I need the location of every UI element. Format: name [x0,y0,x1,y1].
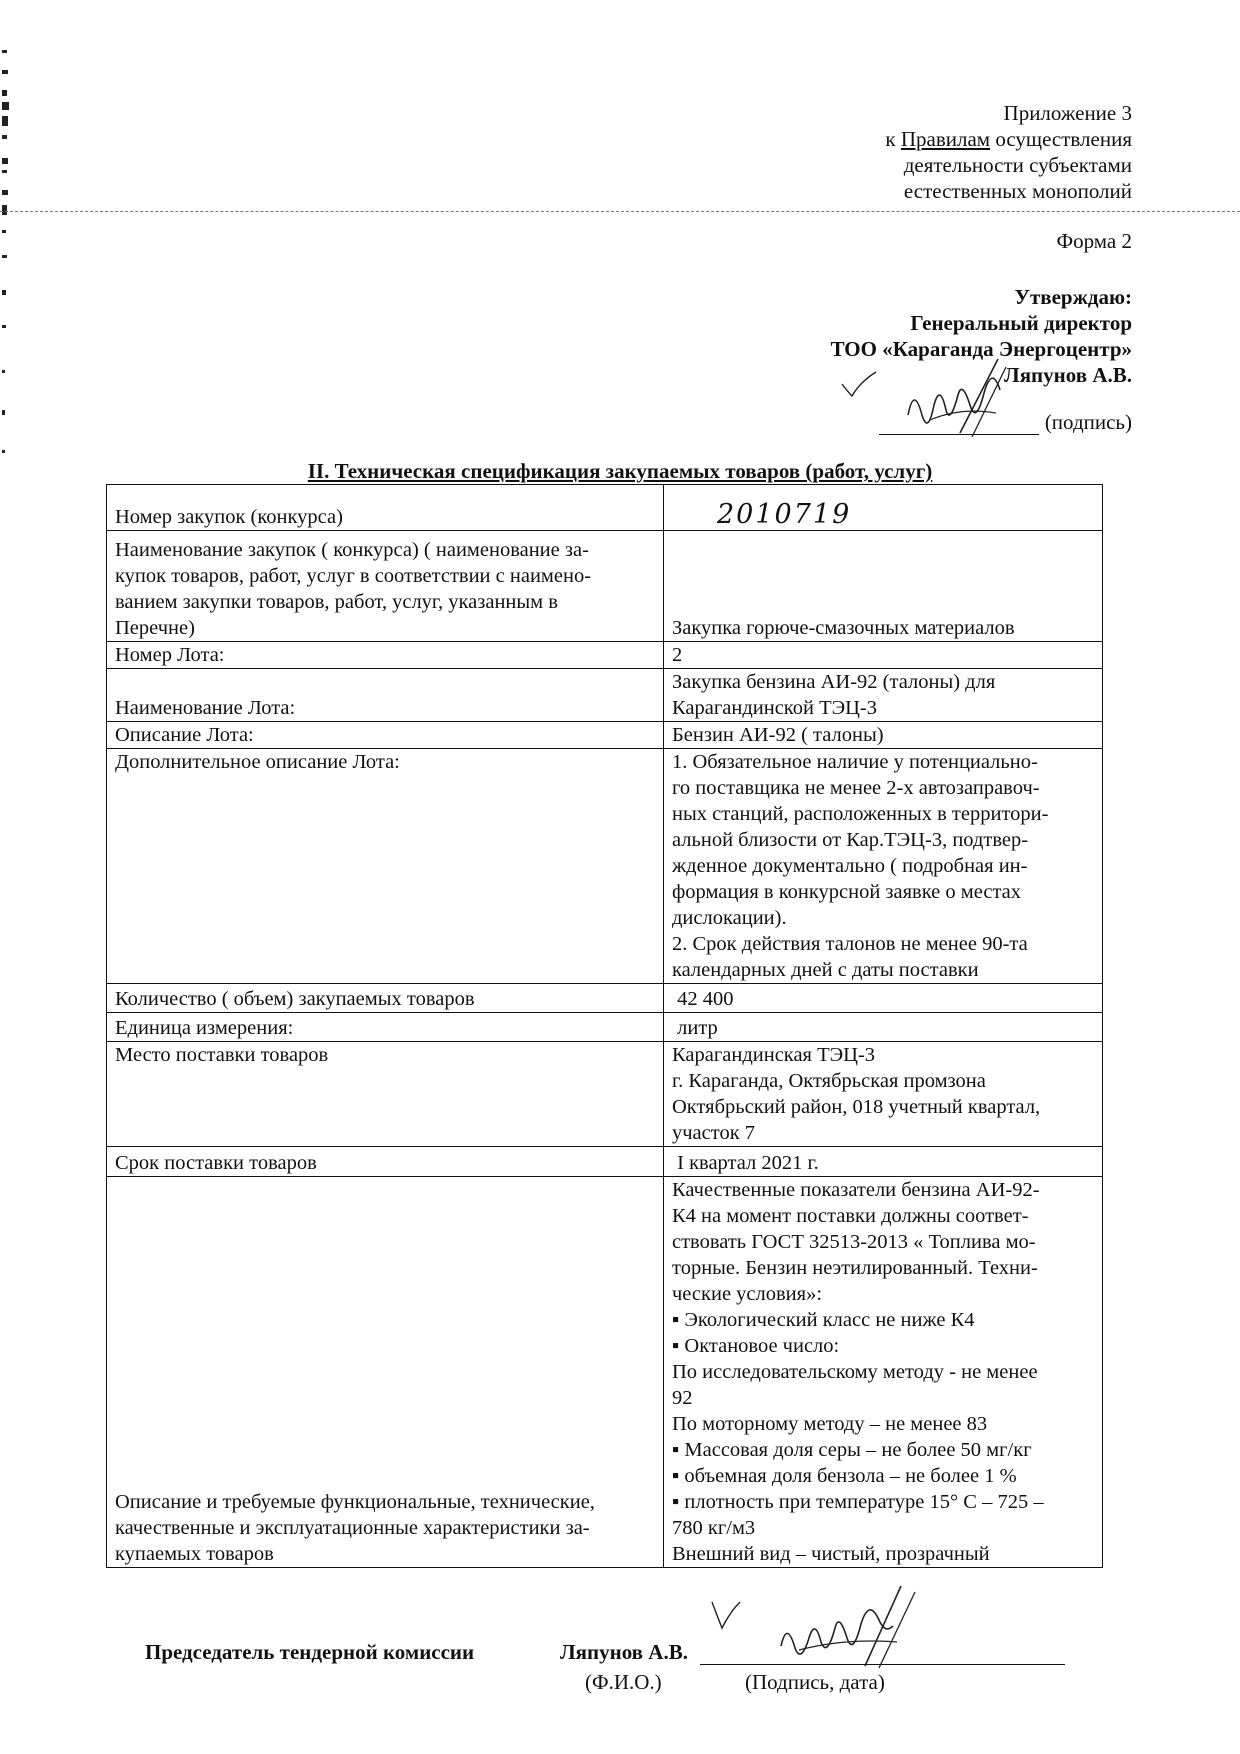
spec-table [106,484,1103,1568]
checkmark-icon [708,1598,744,1634]
table-row [107,669,1103,722]
delivery-place-label: Место поставки товаров [107,1042,664,1147]
value-line: г. Караганда, Октябрьская промзона [672,1070,986,1092]
table-row [107,1147,1103,1177]
extra-description-label: Дополнительное описание Лота: [107,749,664,984]
table-row [107,1042,1103,1147]
value-line: ствовать ГОСТ 32513-2013 « Топлива мо- [672,1231,1036,1253]
table-row [107,984,1103,1013]
appendix-line-4: естественных монополий [903,179,1132,203]
fio-caption: (Ф.И.О.) [585,1670,662,1694]
value-line: По исследовательскому методу - не менее [672,1361,1038,1383]
lot-number-value: 2 [664,642,1103,669]
table-row [107,722,1103,749]
chairman-name: Ляпунов А.В. [560,1640,688,1664]
chairman-signature [775,1580,925,1670]
value-line: участок 7 [672,1122,756,1144]
value-line: Закупка бензина АИ-92 (талоны) для [672,671,996,693]
appendix-line-3: деятельности субъектами [903,153,1132,177]
value-line: 780 кг/м3 [672,1517,756,1539]
value-line: 2. Срок действия талонов не менее 90-та [672,933,1028,955]
value-line: календарных дней с даты поставки [672,959,979,981]
value-line: формация в конкурсной заявке о местах [672,881,1022,903]
label-line: купаемых товаров [115,1543,274,1565]
scan-divider-line [0,211,1240,212]
value-line: ▪ Октановое число: [672,1335,840,1357]
value-line: ▪ Экологический класс не ниже К4 [672,1309,975,1331]
value-line: Карагандинской ТЭЦ-3 [672,697,877,719]
handwritten-number: 2010719 [717,499,852,530]
delivery-place-value [664,1042,1103,1147]
value-line: альной близости от Кар.ТЭЦ-3, подтвер- [672,829,1029,851]
checkmark-icon [840,370,880,400]
delivery-term-value: I квартал 2021 г. [664,1147,1103,1177]
form-label: Форма 2 [1056,229,1132,253]
characteristics-label [107,1177,664,1568]
appendix-header [885,100,1132,204]
quantity-value: 42 400 [664,984,1103,1013]
label-line: Перечне) [115,617,195,639]
table-row [107,485,1103,531]
approval-line-3: ТОО «Караганда Энергоцентр» [830,337,1132,361]
unit-label: Единица измерения: [107,1013,664,1042]
value-line: ческие условия»: [672,1283,823,1305]
value-line: Карагандинская ТЭЦ-3 [672,1044,876,1066]
value-line: торные. Бензин неэтилированный. Техни- [672,1257,1038,1279]
value-line: Октябрьский район, 018 учетный квартал, [672,1096,1041,1118]
scan-margin-marks [0,40,14,480]
value-line: ных станций, расположенных в территори- [672,803,1049,825]
value-line: ▪ плотность при температуре 15° С – 725 – [672,1491,1044,1513]
delivery-term-label: Срок поставки товаров [107,1147,664,1177]
value-line: 92 [672,1387,693,1409]
extra-description-value [664,749,1103,984]
signature-date-caption: (Подпись, дата) [745,1670,885,1694]
table-row [107,1013,1103,1042]
purchase-name-label [107,531,664,642]
rules-link[interactable]: Правилам [900,127,991,151]
approval-line-4: Ляпунов А.В. [1004,363,1132,387]
table-row [107,531,1103,642]
value-line: К4 на момент поставки должны соответ- [672,1205,1029,1227]
lot-description-label: Описание Лота: [107,722,664,749]
value-line: Внешний вид – чистый, прозрачный [672,1543,990,1565]
value-line: ▪ объемная доля бензола – не более 1 % [672,1465,1017,1487]
label-line: купок товаров, работ, услуг в соответствии с наимено- [115,565,592,587]
lot-description-value: Бензин АИ-92 ( талоны) [664,722,1103,749]
label-line: Описание и требуемые функциональные, технические, [115,1491,595,1513]
lot-name-value [664,669,1103,722]
appendix-prefix: к [885,127,896,151]
approval-line-2: Генеральный директор [910,311,1132,335]
appendix-rest: осуществления [995,127,1132,151]
label-line: ванием закупки товаров, работ, услуг, указанным в [115,591,558,613]
value-line: ▪ Массовая доля серы – не более 50 мг/кг [672,1439,1032,1461]
value-line: жденное документально ( подробная ин- [672,855,1028,877]
table-row [107,1177,1103,1568]
purchase-number-label: Номер закупок (конкурса) [107,485,664,531]
value-line: го поставщика не менее 2-х автозаправоч- [672,777,1040,799]
purchase-name-value: Закупка горюче-смазочных материалов [664,531,1103,642]
value-line: 1. Обязательное наличие у потенциально- [672,751,1038,773]
signature-caption: (подпись) [1044,410,1132,434]
appendix-line-1: Приложение 3 [1003,101,1132,125]
characteristics-value [664,1177,1103,1568]
appendix-line-2 [885,126,1132,152]
lot-number-label: Номер Лота: [107,642,664,669]
value-line: Качественные показатели бензина АИ-92- [672,1179,1040,1201]
label-line: качественные и эксплуатационные характеристики за- [115,1517,590,1539]
quantity-label: Количество ( объем) закупаемых товаров [107,984,664,1013]
lot-name-label: Наименование Лота: [107,669,664,722]
section-title: II. Техническая спецификация закупаемых товаров (работ, услуг) [307,459,933,483]
value-line: дислокации). [672,907,787,929]
chairman-label: Председатель тендерной комиссии [145,1640,475,1664]
approval-line-1: Утверждаю: [1014,285,1132,309]
purchase-number-value [664,485,1103,531]
unit-value: литр [664,1013,1103,1042]
approval-signature [900,355,1030,445]
value-line: По моторному методу – не менее 83 [672,1413,988,1435]
signature-line [700,1664,1065,1665]
table-row [107,642,1103,669]
table-row [107,749,1103,984]
label-line: Наименование закупок ( конкурса) ( наименование за- [115,539,589,561]
